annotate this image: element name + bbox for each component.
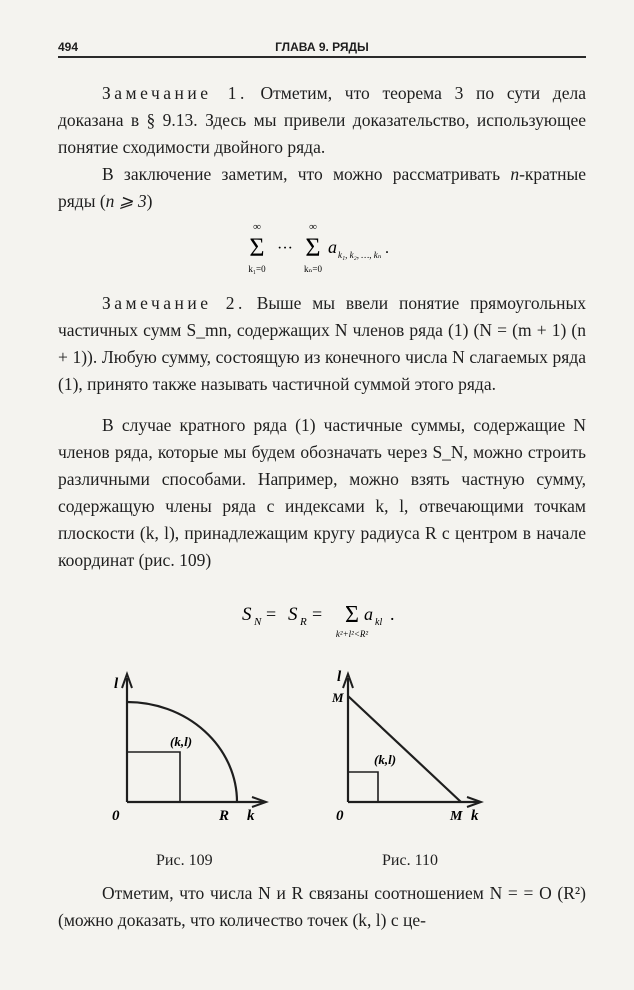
paragraph-bottom	[58, 880, 586, 934]
fig110-diagonal	[348, 696, 461, 802]
remark-2-body: Выше мы ввели понятие прямоугольных частичных сумм S_mn, содержащих N членов ряда (1) (N = (m + 1) (n + 1)). Любую сумму, состоящую из конечного числа N слагаемых ряда (1), принято также называть частичной суммой этого ряда.	[58, 293, 586, 394]
fig109-origin: 0	[112, 808, 120, 824]
conclusion-cond: n ⩾ 3	[105, 191, 147, 211]
formula1-lower-2: kₙ=0	[304, 264, 322, 274]
fig110-x-label: k	[471, 808, 479, 824]
formula2-cond: k²+l²<R²	[335, 629, 369, 639]
fig110-y-label: l	[337, 669, 342, 685]
caption-fig-110: Рис. 110	[382, 852, 438, 869]
formula2-eq-2: =	[312, 604, 323, 624]
formula2-sum: Σ	[345, 602, 359, 628]
caption-fig-109: Рис. 109	[156, 852, 213, 869]
fig110-point: (k,l)	[374, 752, 397, 767]
running-header	[58, 36, 586, 56]
figure-110	[328, 664, 500, 834]
multiple-series-body: В случае кратного ряда (1) частичные суммы, содержащие N членов ряда, которые мы будем обозначать через S_N, можно строить различными способами. Например, можно взять частную сумму, содержащую члены ряда с индексами k, l, отвечающими точкам плоскости (k, l), принадлежащим кругу радиуса R с центром в начале координат (рис. 109)	[58, 415, 586, 570]
formula2-term-sub: kl	[375, 617, 383, 628]
conclusion-rest: -кратные ряды (	[58, 164, 587, 211]
chapter-title: ГЛАВА 9. РЯДЫ	[275, 40, 369, 54]
formula1-dots: ···	[277, 240, 293, 257]
formula2-eq-1: =	[266, 604, 277, 624]
header-rule	[58, 56, 586, 58]
fig109-y-label: l	[114, 676, 119, 692]
paragraph-remark-1	[58, 80, 586, 161]
paragraph-multiple-series	[58, 412, 586, 574]
formula1-term: a	[328, 237, 337, 257]
formula2-lhs: S	[242, 604, 252, 625]
paragraph-remark-2	[58, 290, 586, 398]
formula1-term-sub: k₁, k₂, …, kₙ	[338, 250, 382, 260]
remark-1-label: Замечание 1.	[102, 83, 248, 103]
formula1-sum-1: Σ	[249, 233, 265, 262]
formula2-mid: S	[288, 604, 298, 625]
remark-2-label: Замечание 2.	[102, 293, 246, 313]
fig109-x-label: k	[247, 808, 255, 824]
fig110-origin: 0	[336, 808, 344, 824]
figure-109	[100, 664, 280, 834]
fig110-m-top: M	[332, 690, 344, 705]
conclusion-line: В заключение заметим, что можно рассматривать	[102, 164, 501, 184]
bottom-body: Отметим, что числа N и R связаны соотношением N = = O (R²) (можно доказать, что количество точек (k, l) с це-	[58, 883, 586, 930]
page-number: 494	[58, 40, 79, 54]
remark-1-body: Отметим, что теорема 3 по сути дела доказана в § 9.13. Здесь мы привели доказательство, использующее понятие сходимости двойного ряда.	[58, 83, 586, 157]
formula-circle-sum	[238, 594, 428, 642]
formula1-end: .	[385, 240, 389, 257]
fig110-m-right: M	[450, 809, 463, 824]
formula1-inf-1: ∞	[253, 222, 261, 233]
formula2-lhs-sub: N	[254, 616, 262, 628]
formula-multiple-series	[240, 222, 400, 278]
fig110-rect	[348, 772, 378, 802]
fig109-r-label: R	[219, 808, 230, 824]
formula2-term: a	[364, 604, 373, 624]
formula2-mid-sub: R	[300, 616, 307, 628]
fig109-point: (k,l)	[170, 734, 193, 749]
formula1-lower-1: k₁=0	[248, 264, 266, 274]
fig109-rect	[127, 752, 180, 802]
formula1-inf-2: ∞	[309, 222, 317, 233]
conclusion-close: )	[146, 191, 153, 211]
formula2-end: .	[390, 604, 395, 624]
conclusion-n: n	[510, 164, 520, 184]
formula1-sum-2: Σ	[305, 233, 321, 262]
paragraph-conclusion	[58, 161, 586, 215]
